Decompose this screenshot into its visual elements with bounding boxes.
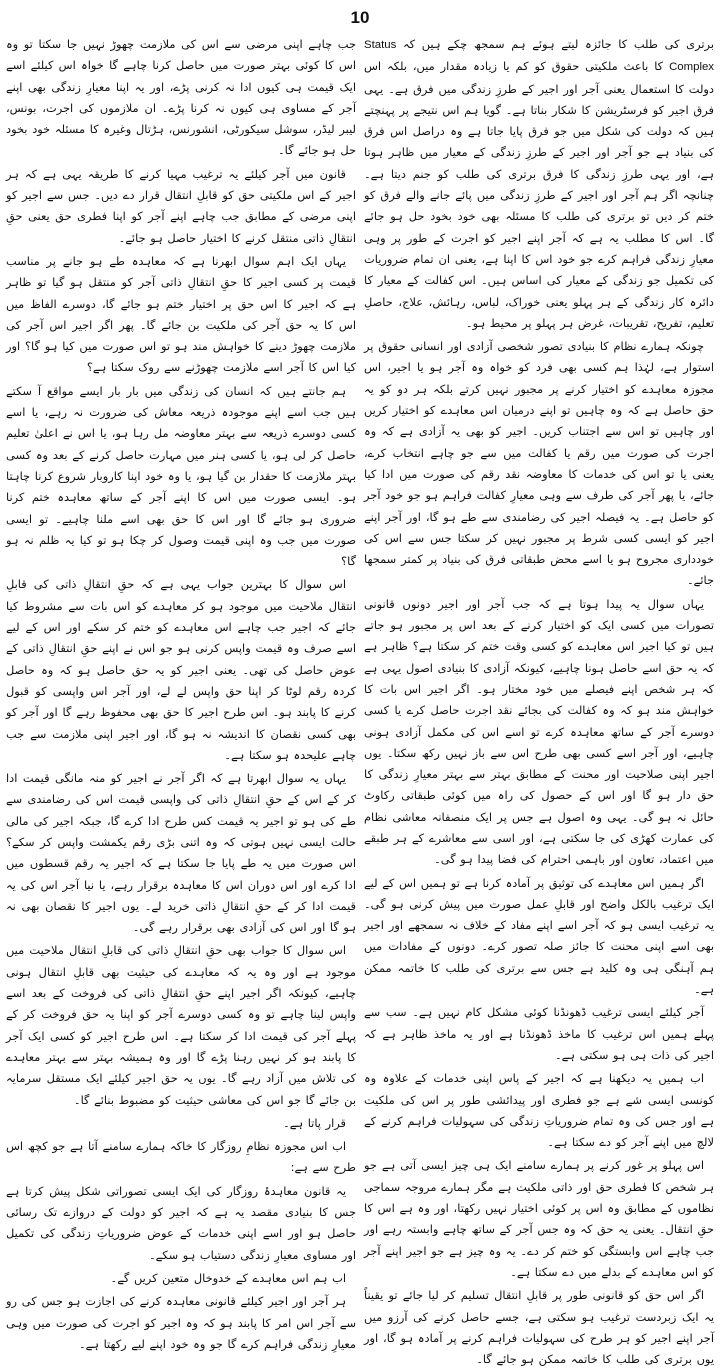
- article-body: [6, 34, 715, 1367]
- paragraph: [364, 34, 714, 334]
- paragraph: ہر آجر اور اجیر کیلئے قانونی معاہدہ کرنے کی اجازت ہو جس کی رو سے آجر اس امر کا پابند ہو کہ وہ اجیر کو اجرت کی صورت میں وہی معیارِ زندگی فراہم کرے گا جو وہ خود اپنے لیے رکھتا ہے۔: [6, 1294, 356, 1351]
- paragraph: یہاں یہ سوال ابھرتا ہے کہ اگر آجر نے اجیر کو منہ مانگی قیمت ادا کر کے اس کے حقِ انتقالِ ذاتی کی واپسی قیمت اس کی رضامندی سے طے کی ہو تو اجیر یہ قیمت کس طرح ادا کرے گا، جبکہ اجیر کی مالی حالت ایسی نہیں ہوتی کہ وہ اتنی بڑی رقم یکمشت واپس کر سکے؟ اس صورت میں یہ طے پایا جا سکتا ہے کہ اجیر یہ رقم قسطوں میں ادا کرے اور اس دوران اس کا معاہدہ برقرار رہے، یا نیا آجر اس کی یہ قیمت ادا کر کے حقِ انتقالِ ذاتی خرید لے۔ یوں اجیر کا نقصان بھی نہ ہو گا اور اس کی آزادی بھی برقرار رہے گی۔: [6, 771, 356, 935]
- paragraph: اس سوال کا جواب بھی حقِ انتقالِ ذاتی کی قابلِ انتقال ملاحیت میں موجود ہے اور وہ یہ کہ معاہدے کی حیثیت بھی قابلِ انتقال ہونی چاہیے، کیونکہ اگر اجیر اپنے حقِ انتقالِ ذاتی کی فروخت کے بعد اسے واپس لینا چاہے تو وہ کسی دوسرے آجر کو اپنا یہ حق فروخت کر کے پہلے آجر کی قیمت ادا کر سکتا ہے۔ اس طرح اجیر کو کسی ایک آجر کا پابند ہو کر نہیں رہنا پڑے گا اور وہ ہمیشہ بہتر سے بہتر معاہدے کی تلاش میں آزاد رہے گا۔ یوں یہ حق اجیر کیلئے ایک مستقل سرمایہ بن جائے گا جو اس کی معاشی حیثیت کو مضبوط بنائے گا۔: [6, 943, 356, 1107]
- paragraph: قانون میں آجر کیلئے یہ ترغیب مہیا کرنے کا طریقہ یہی ہے کہ ہر اجیر کے اس ملکیتی حق کو قابلِ انتقال قرار دے دیں۔ جس سے اجیر کو اپنی مرضی کے مطابق جب چاہے اپنے آجر کو اپنا فطری حق یعنی حقِ انتقالِ ذاتی منتقل کرنے کا اختیار حاصل ہو جائے۔: [6, 166, 356, 245]
- paragraph: اگر ہمیں اس معاہدے کی توثیق پر آمادہ کرنا ہے تو ہمیں اس کے لیے ایک ترغیب بالکل واضح اور قابلِ عمل صورت میں پیش کرنی ہو گی۔ یہ ترغیب ایسی ہو کہ آجر اسے اپنے مفاد کے خلاف نہ سمجھے اور اجیر بھی اسے اپنی محنت کا جائز صلہ تصور کرے۔ دونوں کے مفادات میں ہم آہنگی ہی وہ کلید ہے جس سے برتری کی طلب کا خاتمہ ممکن ہے۔: [364, 875, 714, 997]
- paragraph-lead: برتری کی طلب کا جائزہ لیتے ہوئے ہم سمجھ چکے ہیں کہ: [402, 37, 714, 51]
- paragraph: یہاں سوال یہ پیدا ہوتا ہے کہ جب آجر اور اجیر دونوں قانونی تصورات میں کسی ایک کو اختیار کرنے کے بعد اس پر مجبور ہو جاتے ہیں تو کیا اجیر اس معاہدے کو کسی وقت ختم کر سکتا ہے؟ ظاہر ہے کہ یہ حق اسے حاصل ہونا چاہیے، کیونکہ آزادی کا بنیادی اصول یہی ہے کہ ہر شخص اپنے فیصلے میں خود مختار ہو۔ اگر اجیر اس بات کا خواہش مند ہو کہ وہ کفالت کی بجائے نقد اجرت حاصل کرے یا کسی دوسرے آجر کے ساتھ معاہدہ کرے تو اسے اس کی مکمل آزادی ہونی چاہیے، اور آجر اسے کسی بھی طرح اس سے باز نہیں رکھ سکتا۔ یوں اجیر اپنی صلاحیت اور محنت کے مطابق بہتر سے بہتر معیارِ زندگی کا حق دار ہو گا اور اس کے حصول کی راہ میں کوئی طبقاتی رکاوٹ حائل نہ ہو گی۔ یہی وہ اصول ہے جس پر ایک منصفانہ معاشی نظام کی عمارت کھڑی کی جا سکتی ہے، اور اسی سے معاشرے کے ہر طبقے میں اعتماد، تعاون اور باہمی احترام کی فضا پیدا ہو گی۔: [364, 596, 714, 867]
- left-column: [6, 34, 356, 1351]
- paragraph: قرار پاتا ہے۔: [283, 1115, 346, 1130]
- paragraph: جب چاہے اپنی مرضی سے اس کی ملازمت چھوڑ نہیں جا سکتا تو وہ اس کا کوئی بہتر صورت میں حاصل کرنا چاہے گا خواہ اس کیلئے اسے ایک قیمت ہی کیوں ادا نہ کرنی پڑے، اور یہ اپنا معیارِ زندگی بھی اپنے آجر کے مساوی ہی کیوں نہ کرنا پڑے۔ ان ملازموں کی اجرت، بونس، لیبر لیڈر، سوشل سیکورٹی، انشورنس، ہڑتال وغیرہ کا مسئلہ خود بخود حل ہو جائے گا۔: [6, 37, 356, 158]
- right-column: [364, 34, 715, 1367]
- paragraph: ہم جانتے ہیں کہ انسان کی زندگی میں بار بار ایسے مواقع آ سکتے ہیں جب اسے اپنے موجودہ ذریعہ معاش کی ضرورت نہ رہے، یا اسے کسی دوسرے ذریعہ سے بہتر معاوضہ مل رہا ہو، یا اس نے اعلیٰ تعلیم حاصل کر لی ہو، یا کسی ہنر میں مہارت حاصل کرنے کے بعد وہ کسی بہتر ملازمت کا حقدار بن گیا ہو، یا وہ خود اپنا کاروبار شروع کرنا چاہتا ہو۔ ایسی صورت میں اس کا اپنے آجر کے ساتھ معاہدہ ختم کرنا ضروری ہو جائے گا اور اس کا حق بھی اسے ملنا چاہیے۔ تو ایسی صورت میں جب وہ اپنی قیمت وصول کر چکا ہو تو کیا یہ ظلم نہ ہو گا؟: [6, 383, 356, 569]
- paragraph: اب ہم اس معاہدے کے خدوخال متعین کریں گے۔: [110, 1270, 346, 1285]
- page-number: 10: [350, 8, 370, 27]
- paragraph: یہاں ایک اہم سوال ابھرنا ہے کہ معاہدہ طے ہو جانے پر مناسب قیمت پر کسی اجیر کا حقِ انتقالِ ذاتی آجر کو منتقل ہو گیا تو ظاہر ہے کہ اجیر کا اس حق پر اختیار ختم ہو جائے گا، دوسرے الفاظ میں اس کا یہ حق آجر کی ملکیت بن جائے گا۔ پھر اگر اجیر اس آجر کی ملازمت چھوڑ دینے کا خواہش مند ہو تو اس صورت میں کیا ہو گا؟ اور کیا اس کا آجر اسے ملازمت چھوڑنے سے روک سکتا ہے؟: [6, 253, 356, 375]
- paragraph-text: کا باعث ملکیتی حقوق کو کم یا زیادہ مقدار میں، بلکہ اس دولت کا استعمال یعنی آجر اور اجیر کے طرزِ زندگی میں فرق ہے۔ یہی فرق اجیر کو فرسٹریشن کا شکار بناتا ہے۔ گویا ہم اس نتیجے پر پہنچتے ہیں کہ دولت کی شکل میں جو فرق پایا جاتا ہے وہ دراصل اس فرق کی بنیاد ہے جو آجر اور اجیر کے طرزِ زندگی کے معیار میں ظاہر ہوتا ہے، اور یہی طرزِ زندگی کا فرق برتری کی طلب کو جنم دیتا ہے۔ چنانچہ اگر ہم آجر اور اجیر کے طرزِ زندگی میں پائے جانے والے فرق کو ختم کر دیں تو برتری کی طلب کا مسئلہ بھی خود بخود حل ہو جائے گا۔ اس کا مطلب یہ ہے کہ آجر اپنے اجیر کو اجرت کے طور پر وہی معیارِ زندگی فراہم کرے جو خود اس کا اپنا ہے، یعنی ان تمام ضروریات کی تکمیل جو زندگی کے معیار کی اساس ہیں۔ اس کفالت کے معیار کا دائرہ کار زندگی کے ہر پہلو یعنی خوراک، لباس، رہائش، علاج، حاصلِ تعلیم، تفریح، تقریبات، غرض ہر پہلو پر محیط ہو۔: [364, 59, 714, 330]
- paragraph: یہ قانون معاہدۂ روزگار کی ایک ایسی تصوراتی شکل پیش کرتا ہے جس کا بنیادی مقصد یہ ہے کہ اجیر کو دولت کے دروازے تک رسائی حاصل ہو اور اسے اپنی خدمات کے عوض ضروریاتِ زندگی کی تکمیل اور مساوی معیارِ زندگی دستیاب ہو سکے۔: [6, 1183, 356, 1262]
- paragraph: آجر کیلئے ایسی ترغیب ڈھونڈنا کوئی مشکل کام نہیں ہے۔ سب سے پہلے ہمیں اس ترغیب کا ماخذ ڈھونڈنا ہے اور یہ ماخذ ظاہر ہے کہ اجیر کی ذات ہی ہو سکتی ہے۔: [364, 1005, 714, 1062]
- paragraph: چونکہ ہمارے نظام کا بنیادی تصور شخصی آزادی اور انسانی حقوق پر استوار ہے، لہٰذا ہم کسی بھی فرد کو خواہ وہ آجر ہو یا اجیر، اس مجوزہ معاہدے کو اختیار کرنے پر مجبور نہیں کرتے بلکہ ہر دو کو یہ حق حاصل ہے کہ وہ چاہیں تو اپنے درمیان اس معاہدے کو اختیار کریں اور چاہیں تو اس سے اجتناب کریں۔ اجیر کو بھی یہ آزادی ہے کہ وہ اجرت کی صورت میں رقم یا کفالت میں سے جو چاہے انتخاب کرے، یعنی یا تو اس کی خدمات کا معاوضہ نقد رقم کی صورت میں ادا کیا جائے، یا پھر آجر کی طرف سے وہی معیارِ کفالت فراہم ہو جو خود آجر کو حاصل ہے۔ یہ فیصلہ اجیر کی رضامندی سے طے ہو گا، اور آجر اپنے اجیر کو ایسی کسی شرط پر مجبور نہیں کر سکتا جس سے اس کی خودداری مجروح ہو یا اسے محض طبقاتی فرق کی بنیاد پر کمتر سمجھا جائے۔: [364, 339, 714, 588]
- paragraph: اب ہمیں یہ دیکھنا ہے کہ اجیر کے پاس اپنی خدمات کے علاوہ وہ کونسی ایسی شے ہے جو فطری اور پیدائشی طور پر اس کی ملکیت ہے اور جس کی وہ تمام ضروریاتِ زندگی کی سہولیات فراہم کرنے کے لالچ میں اپنے آجر کو دے سکتا ہے۔: [364, 1071, 714, 1150]
- paragraph: اس پہلو پر غور کرنے پر ہمارے سامنے ایک ہی چیز ایسی آتی ہے جو ہر شخص کا فطری حق اور ذاتی ملکیت ہے مگر ہمارے مروجہ سماجی نظاموں کے مطابق وہ اس پر کوئی اختیار نہیں رکھتا، اور وہ ہے اس کا حقِ انتقال۔ یعنی یہ حق کہ وہ جس آجر کے ساتھ چاہے وابستہ رہے اور جب چاہے اس وابستگی کو ختم کر دے۔ یہ وہ چیز ہے جو اجیر اپنے آجر کو اس معاہدے کے بدلے میں دے سکتا ہے۔: [364, 1158, 714, 1279]
- paragraph: اگر اس حق کو قانونی طور پر قابلِ انتقال تسلیم کر لیا جائے تو یقیناً یہ ایک زبردست ترغیب ہو سکتی ہے، جسے حاصل کرنے کی آرزو میں آجر اپنے اجیر کو ہر طرح کی سہولیات فراہم کرنے پر آمادہ ہو گا، اور یوں برتری کی طلب کا خاتمہ ممکن ہو جائے گا۔: [364, 1288, 714, 1367]
- english-term: Status Complex: [364, 39, 715, 74]
- paragraph: اب اس مجوزہ نظامِ روزگار کا خاکہ ہمارے سامنے آتا ہے جو کچھ اس طرح سے ہے:: [6, 1139, 356, 1175]
- paragraph: اس سوال کا بہترین جواب یہی ہے کہ حقِ انتقالِ ذاتی کی قابلِ انتقال ملاحیت میں موجود ہو کر معاہدے کو اس بات سے مشروط کیا جائے کہ اجیر جب چاہے اس معاہدے کو ختم کر سکے اور اس کے لیے اسے صرف وہ قیمت واپس کرنی ہو جو اس نے اپنے حقِ انتقالِ ذاتی کے عوض حاصل کی تھی۔ یعنی اجیر کو یہ حق حاصل ہو کہ وہ حاصل کردہ رقم لوٹا کر اپنا حق واپس لے لے، اور آجر اس واپسی کو قبول کرنے کا پابند ہو۔ اس طرح اجیر کا حق بھی محفوظ رہے گا اور آجر کو بھی کسی نقصان کا اندیشہ نہ ہو گا، اور اجیر اپنی ملازمت سے جب چاہے علیحدہ ہو سکتا ہے۔: [6, 577, 356, 762]
